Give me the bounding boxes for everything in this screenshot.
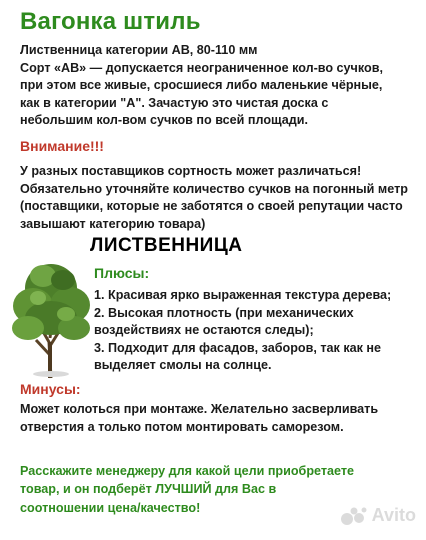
- avito-logo-icon: [340, 506, 368, 526]
- cta-line: соотношении цена/качество!: [20, 500, 201, 515]
- warning-line: У разных поставщиков сортность может различаться!: [20, 164, 362, 178]
- cons-title: Минусы:: [20, 381, 81, 397]
- intro-line: Сорт «АВ» — допускается неограниченное кол-во сучков,: [20, 60, 383, 75]
- watermark-text: Avito: [371, 505, 416, 525]
- pros-item: 2. Высокая плотность (при механических: [94, 305, 354, 320]
- pros-title: Плюсы:: [94, 265, 150, 281]
- intro-line: как в категории "А". Зачастую это чистая доска с: [20, 95, 329, 110]
- pros-item: 1. Красивая ярко выраженная текстура дерева;: [94, 288, 392, 302]
- cta-line: Расскажите менеджеру для какой цели приобретаете: [20, 464, 355, 478]
- pros-item: воздействиях не остаются следы);: [94, 323, 314, 338]
- cons-line: отверстия а только потом монтировать саморезом.: [20, 419, 344, 434]
- larch-tree-image: [8, 250, 94, 380]
- pros-item: выделяет смолы на солнце.: [94, 358, 272, 373]
- intro-line: небольшим кол-вом сучков по всей площади.: [20, 113, 309, 128]
- intro-line: Лиственница категории АВ, 80-110 мм: [20, 43, 258, 57]
- intro-line: при этом все живые, сросшиеся либо маленькие чёрные,: [20, 78, 383, 93]
- cta-line: товар, и он подберёт ЛУЧШИЙ для Вас в: [20, 482, 277, 497]
- cons-line: Может колоться при монтаже. Желательно засверливать: [20, 402, 379, 416]
- warning-line: (поставщики, которые не заботятся о своей репутации часто: [20, 199, 403, 214]
- intro-text: [20, 42, 420, 130]
- call-to-action: [20, 462, 355, 517]
- warning-text: [20, 163, 420, 233]
- cons-text: [20, 401, 420, 436]
- avito-watermark: [340, 505, 416, 526]
- pros-item: 3. Подходит для фасадов, заборов, так как не: [94, 340, 382, 355]
- tree-heading: ЛИСТВЕННИЦА: [90, 235, 243, 256]
- warning-line: Обязательно уточняйте количество сучков на погонный метр: [20, 181, 408, 196]
- warning-title: Внимание!!!: [20, 138, 104, 154]
- pros-list: [94, 287, 404, 375]
- warning-line: завышают категорию товара): [20, 216, 206, 231]
- page-title: Вагонка штиль: [20, 8, 201, 35]
